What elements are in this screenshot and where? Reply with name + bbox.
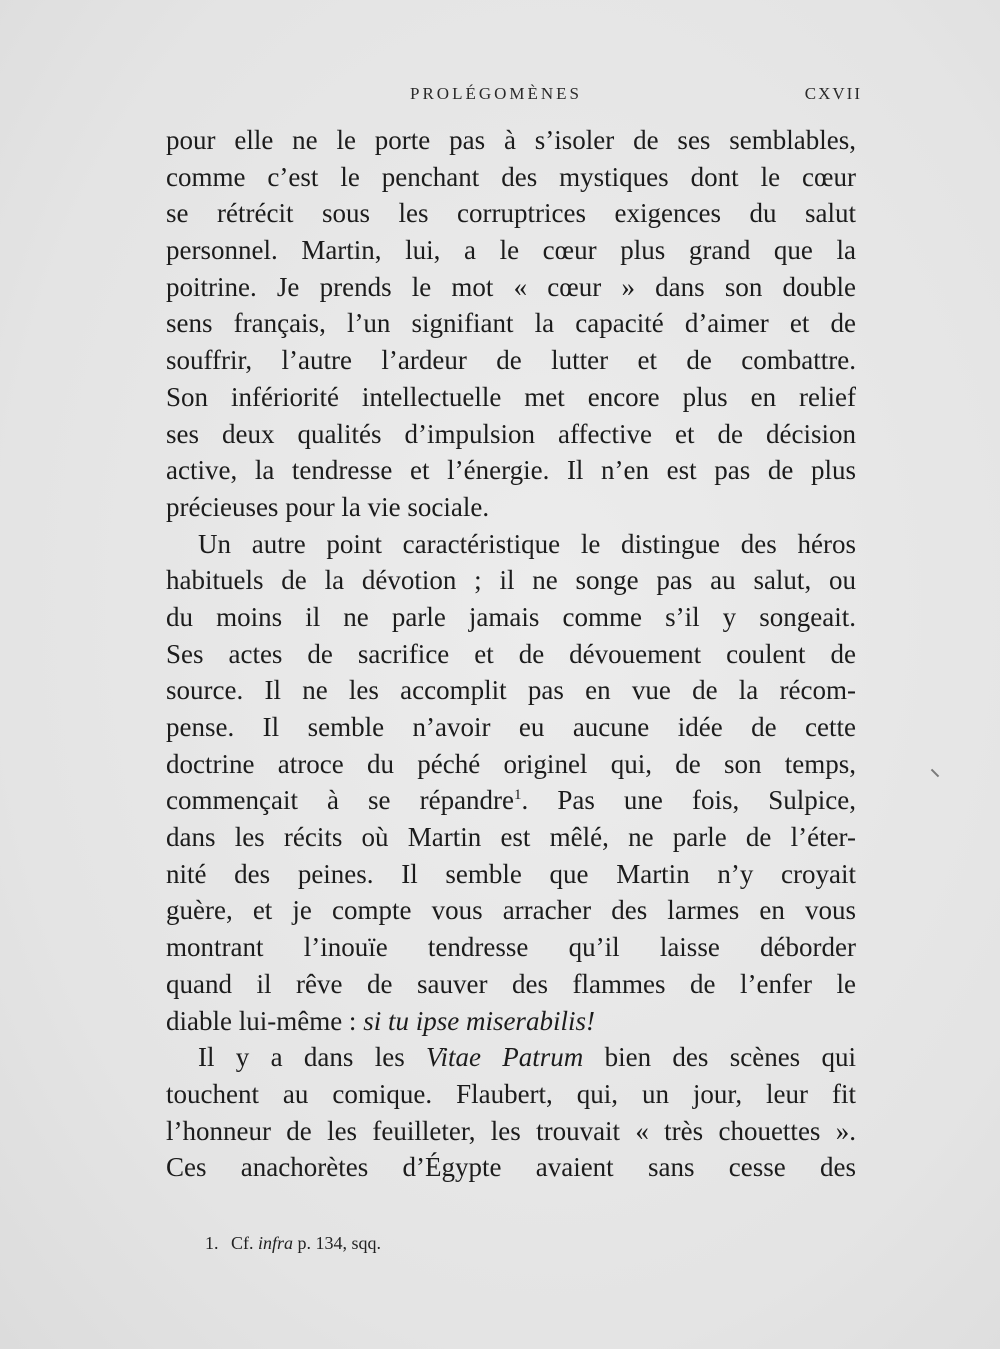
text-line: souffrir, l’autre l’ardeur de lutter et de combattre. bbox=[166, 345, 856, 376]
text-line: nité des peines. Il semble que Martin n’y croyait bbox=[166, 858, 856, 889]
body-text bbox=[166, 122, 856, 1186]
text-line: habituels de la dévotion ; il ne songe pas au salut, ou bbox=[166, 565, 856, 596]
running-title: PROLÉGOMÈNES bbox=[410, 84, 583, 103]
footnote-reference: 1 bbox=[514, 787, 522, 804]
text-line: pense. Il semble n’avoir eu aucune idée de cette bbox=[166, 712, 856, 742]
text-line: Un autre point caractéristique le distingue des héros bbox=[198, 528, 856, 559]
footnote bbox=[205, 1233, 381, 1254]
running-head bbox=[160, 84, 862, 114]
text-line: l’honneur de les feuilleter, les trouvait « très chouettes ». bbox=[166, 1115, 856, 1146]
text-run: Il y a dans les bbox=[198, 1042, 427, 1073]
footnote-italic: infra bbox=[258, 1233, 294, 1253]
text-line: ses deux qualités d’impulsion affective et de décision bbox=[166, 418, 856, 449]
text-line: quand il rêve de sauver des flammes de l’enfer le bbox=[166, 968, 856, 999]
text-line: Ses actes de sacrifice et de dévouement coulent de bbox=[166, 638, 856, 669]
text-line: touchent au comique. Flaubert, qui, un jour, leur fit bbox=[166, 1078, 856, 1109]
text-line: Son infériorité intellectuelle met encore plus en relief bbox=[166, 381, 856, 412]
margin-mark bbox=[931, 769, 939, 777]
text-line: doctrine atroce du péché originel qui, de son temps, bbox=[166, 748, 856, 779]
footnote-prefix: Cf. bbox=[231, 1233, 254, 1253]
text-line: pour elle ne le porte pas à s’isoler de ses semblables, bbox=[166, 125, 856, 155]
text-line: montrant l’inouïe tendresse qu’il laisse déborder bbox=[166, 932, 856, 963]
text-line: poitrine. Je prends le mot « cœur » dans son double bbox=[166, 271, 856, 302]
text-line: du moins il ne parle jamais comme s’il y songeait. bbox=[166, 601, 856, 632]
text-run: . Pas une fois, Sulpice, bbox=[521, 785, 856, 816]
text-line: Ces anachorètes d’Égypte avaient sans cesse des bbox=[166, 1152, 856, 1183]
text-line-with-italic bbox=[166, 1039, 856, 1076]
text-run: diable lui-même : bbox=[166, 1005, 364, 1036]
footnote-number: 1. bbox=[205, 1233, 219, 1253]
text-run: commençait à se répandre bbox=[166, 785, 515, 816]
text-line-with-italic bbox=[166, 1003, 856, 1040]
text-line: source. Il ne les accomplit pas en vue de la récom- bbox=[166, 675, 856, 706]
text-line: se rétrécit sous les corruptrices exigences du salut bbox=[166, 198, 856, 229]
footnote-suffix: p. 134, sqq. bbox=[297, 1233, 382, 1253]
text-line: dans les récits où Martin est mêlé, ne parle de l’éter- bbox=[166, 822, 856, 853]
text-line: personnel. Martin, lui, a le cœur plus grand que la bbox=[166, 235, 856, 266]
text-line: active, la tendresse et l’énergie. Il n’en est pas de plus bbox=[166, 455, 856, 486]
text-line-with-note bbox=[166, 782, 856, 819]
text-run: bien des scènes qui bbox=[583, 1042, 856, 1073]
text-line: comme c’est le penchant des mystiques dont le cœur bbox=[166, 161, 856, 192]
text-line: précieuses pour la vie sociale. bbox=[166, 491, 490, 522]
italic-title: Vitae Patrum bbox=[426, 1042, 584, 1073]
text-line: sens français, l’un signifiant la capacité d’aimer et de bbox=[166, 308, 856, 339]
page-number: CXVII bbox=[804, 84, 862, 103]
italic-quote: si tu ipse miserabilis! bbox=[363, 1005, 595, 1036]
text-line: guère, et je compte vous arracher des larmes en vous bbox=[166, 895, 856, 926]
